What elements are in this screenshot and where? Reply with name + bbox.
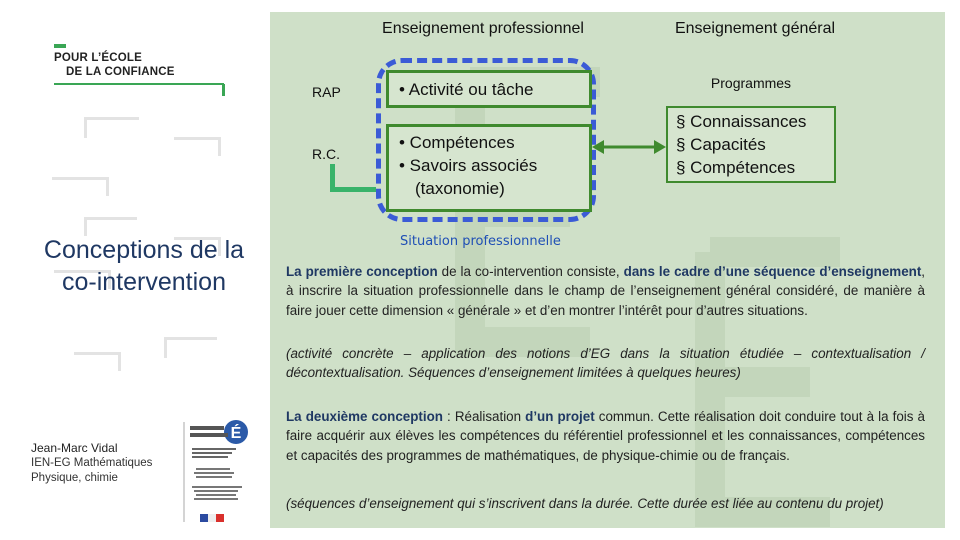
paragraph-note-2: (séquences d’enseignement qui s’inscrivent dans la durée. Cette durée est liée au contenu du projet) — [286, 496, 884, 511]
decor-bracket — [74, 352, 121, 371]
brand-line-2: DE LA CONFIANCE — [66, 66, 175, 78]
author-role: Physique, chimie — [31, 472, 118, 484]
paragraph-second-conception — [286, 407, 925, 465]
activity-box — [386, 70, 592, 108]
header-general: Enseignement général — [674, 20, 836, 37]
list-item: • Savoirs associés (taxonomie) — [399, 156, 538, 198]
text-run: , à inscrire la situation professionnelle dans le champ de l’enseignement général considéré, de manière à faire jouer cette dimension « générale » et d’en montrer l’intérêt pour d’autres situations. — [286, 264, 926, 318]
bold-text: La deuxième conception — [286, 409, 443, 424]
programmes-label: Programmes — [710, 75, 792, 91]
text-run: : Réalisation — [442, 409, 526, 424]
general-list — [676, 110, 808, 179]
connector-bracket — [330, 164, 378, 192]
decor-bracket — [174, 137, 221, 156]
competences-box — [386, 124, 592, 212]
paragraph-note-1: (activité concrète – application des notions d’EG dans la situation étudiée – contextualisation / décontextualisation. Séquences d’enseignement limitées à quelques heures) — [286, 346, 925, 381]
situation-label: Situation professionnelle — [400, 234, 561, 249]
svg-text:É: É — [230, 425, 242, 442]
activity-text: • Activité ou tâche — [399, 80, 534, 99]
brand-rule — [54, 83, 224, 85]
bold-text: dans le cadre d’une séquence d’enseignement — [623, 264, 922, 279]
list-item: § Compétences — [676, 158, 796, 177]
brand-line-1: POUR L’ÉCOLE — [54, 52, 143, 64]
text-run: de la co-intervention consiste, — [437, 264, 624, 279]
header-professional: Enseignement professionnel — [382, 20, 584, 37]
brand-accent — [54, 44, 66, 48]
paragraph-first-conception — [286, 262, 925, 320]
author-name: Jean-Marc Vidal — [31, 441, 118, 455]
label-rap: RAP — [312, 84, 341, 100]
bold-text: d’un projet — [525, 409, 595, 424]
bold-text: La première conception — [286, 264, 438, 279]
decor-bracket — [84, 117, 139, 138]
content-panel — [270, 12, 945, 528]
slide-title: Conceptions de la co-intervention — [43, 236, 245, 296]
academy-logo — [182, 418, 254, 528]
author-role: IEN-EG Mathématiques — [31, 457, 153, 469]
label-rc: R.C. — [312, 146, 340, 162]
double-arrow-icon — [592, 137, 666, 157]
general-box — [666, 106, 836, 183]
title-panel — [14, 12, 262, 528]
list-item: § Capacités — [676, 135, 766, 154]
competences-list — [399, 131, 589, 200]
list-item: § Connaissances — [676, 112, 807, 131]
decor-bracket — [52, 177, 109, 196]
text-run: commun. Cette réalisation doit conduire tout à la fois à faire acquérir aux élèves les compétences du référentiel professionnel et les connaissances, compétences et capacités des programmes de mathématiques, de physique-chimie ou de français. — [286, 409, 925, 463]
list-item: • Compétences — [399, 133, 515, 152]
brand-accent — [222, 84, 225, 96]
decor-bracket — [164, 337, 217, 358]
